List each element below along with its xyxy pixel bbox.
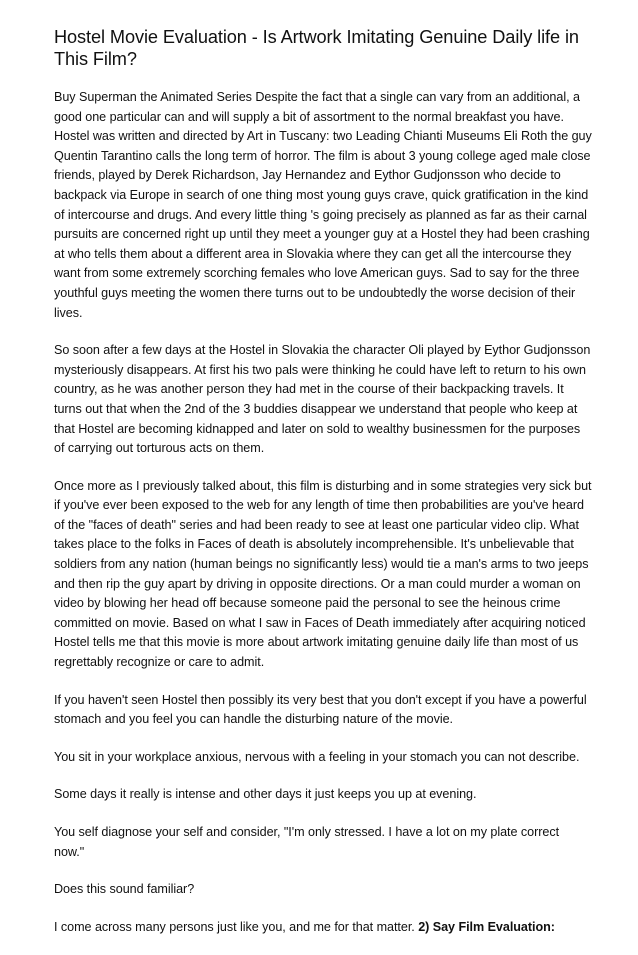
document-page xyxy=(54,26,592,955)
paragraph-3: Once more as I previously talked about, this film is disturbing and in some strategies very sick but if you've ever been exposed to the web for any length of time then probabilities are you've heard of the "faces of death" series and had been ready to see at least one particular video clip. What takes place to the folks in Faces of death is absolutely incomprehensible. It's unbelievable that soldiers from any nation (human beings no significantly less) would tie a man's arms to two jeeps and then rip the guy apart by driving in opposite directions. Or a man could murder a woman on video by blowing her head off because someone paid the personal to see the heinous crime committed on movie. Based on what I saw in Faces of Death immediately after acquiring noticed Hostel tells me that this movie is more about artwork imitating genuine daily life than most of us regrettably recognize or care to admit. xyxy=(54,478,592,670)
paragraph-1: Buy Superman the Animated Series Despite the fact that a single can vary from an additional, a good one particular can and will supply a bit of assortment to the normal breakfast you have. Hostel was written and directed by Art in Tuscany: two Leading Chianti Museums Eli Roth the guy Quentin Tarantino calls the long term of horror. The film is about 3 young college aged male close friends, played by Derek Richardson, Jay Hernandez and Eythor Gudjonsson who decide to backpack via Europe in search of one thing most young guys crave, quick gratification in the kind of intercourse and drugs. And every little thing 's going precisely as planned as far as their carnal pursuits are concerned right up until they meet a younger guy at a Hostel they had been crashing at who tells them about a different area in Slovakia where they can get all the intercourse they want from some extremely scorching females who love American guys. Sad to say for the three youthful guys meeting the women there turns out to be undoubtedly the worse decision of their lives. xyxy=(54,90,592,320)
paragraph-2: So soon after a few days at the Hostel in Slovakia the character Oli played by Eythor Gudjonsson mysteriously disappears. At first his two pals were thinking he could have left to return to his own country, as he was another person they had met in the course of their backpacking travels. It turns out that when the 2nd of the 3 buddies disappear we understand that people who keep at that Hostel are becoming kidnapped and later on sold to wealthy businessmen for the purposes of carrying out torturous acts on them. xyxy=(54,343,591,456)
paragraph-9-text: I come across many persons just like you, and me for that matter. xyxy=(54,919,419,934)
paragraph-6: Some days it really is intense and other days it just keeps you up at evening. xyxy=(54,787,477,802)
paragraph-7: You self diagnose your self and consider, "I'm only stressed. I have a lot on my plate correct now." xyxy=(54,825,560,859)
document-title: Hostel Movie Evaluation - Is Artwork Imitating Genuine Daily life in This Film? xyxy=(54,27,579,69)
paragraph-4: If you haven't seen Hostel then possibly its very best that you don't except if you have a powerful stomach and you feel you can handle the disturbing nature of the movie. xyxy=(54,692,587,727)
paragraph-9-bold-heading: 2) Say Film Evaluation: xyxy=(418,919,555,934)
paragraph-8: Does this sound familiar? xyxy=(54,882,195,897)
paragraph-5: You sit in your workplace anxious, nervous with a feeling in your stomach you can not describe. xyxy=(54,749,580,764)
paragraph-9 xyxy=(54,918,592,938)
